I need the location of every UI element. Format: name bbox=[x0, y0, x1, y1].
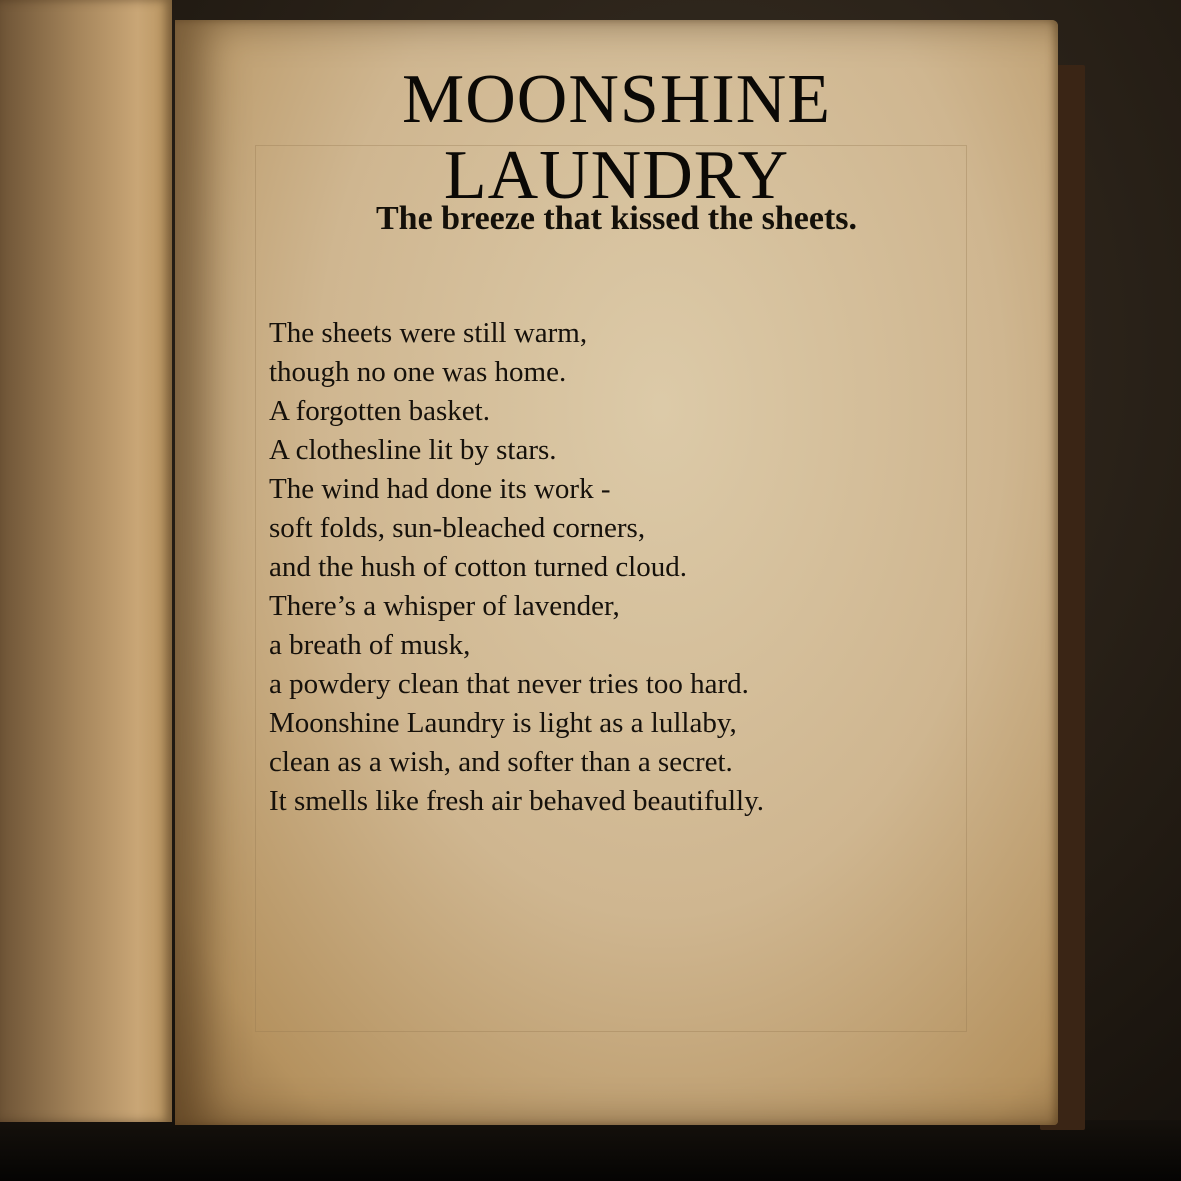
title-line: MOONSHINE bbox=[402, 61, 831, 138]
poem-line: though no one was home. bbox=[269, 356, 567, 388]
poem-line: A forgotten basket. bbox=[269, 395, 490, 427]
title-line: LAUNDRY bbox=[443, 137, 790, 214]
poem-line: a powdery clean that never tries too hard. bbox=[269, 668, 749, 700]
subtitle: The breeze that kissed the sheets. bbox=[376, 200, 857, 237]
poem-line: and the hush of cotton turned cloud. bbox=[269, 551, 687, 583]
poem-line: There’s a whisper of lavender, bbox=[269, 590, 620, 622]
poem-line: Moonshine Laundry is light as a lullaby, bbox=[269, 707, 737, 739]
poem-line: soft folds, sun-bleached corners, bbox=[269, 512, 646, 544]
right-page bbox=[175, 20, 1058, 1125]
poem bbox=[269, 314, 764, 821]
poem-line: clean as a wish, and softer than a secret. bbox=[269, 746, 733, 778]
poem-line: A clothesline lit by stars. bbox=[269, 434, 557, 466]
poem-line: a breath of musk, bbox=[269, 629, 471, 661]
table-surface bbox=[0, 1120, 1181, 1181]
poem-line: It smells like fresh air behaved beautifully. bbox=[269, 785, 764, 817]
left-page bbox=[0, 0, 172, 1122]
poem-line: The wind had done its work - bbox=[269, 473, 611, 505]
page-title bbox=[175, 62, 1058, 214]
poem-line: The sheets were still warm, bbox=[269, 317, 588, 349]
